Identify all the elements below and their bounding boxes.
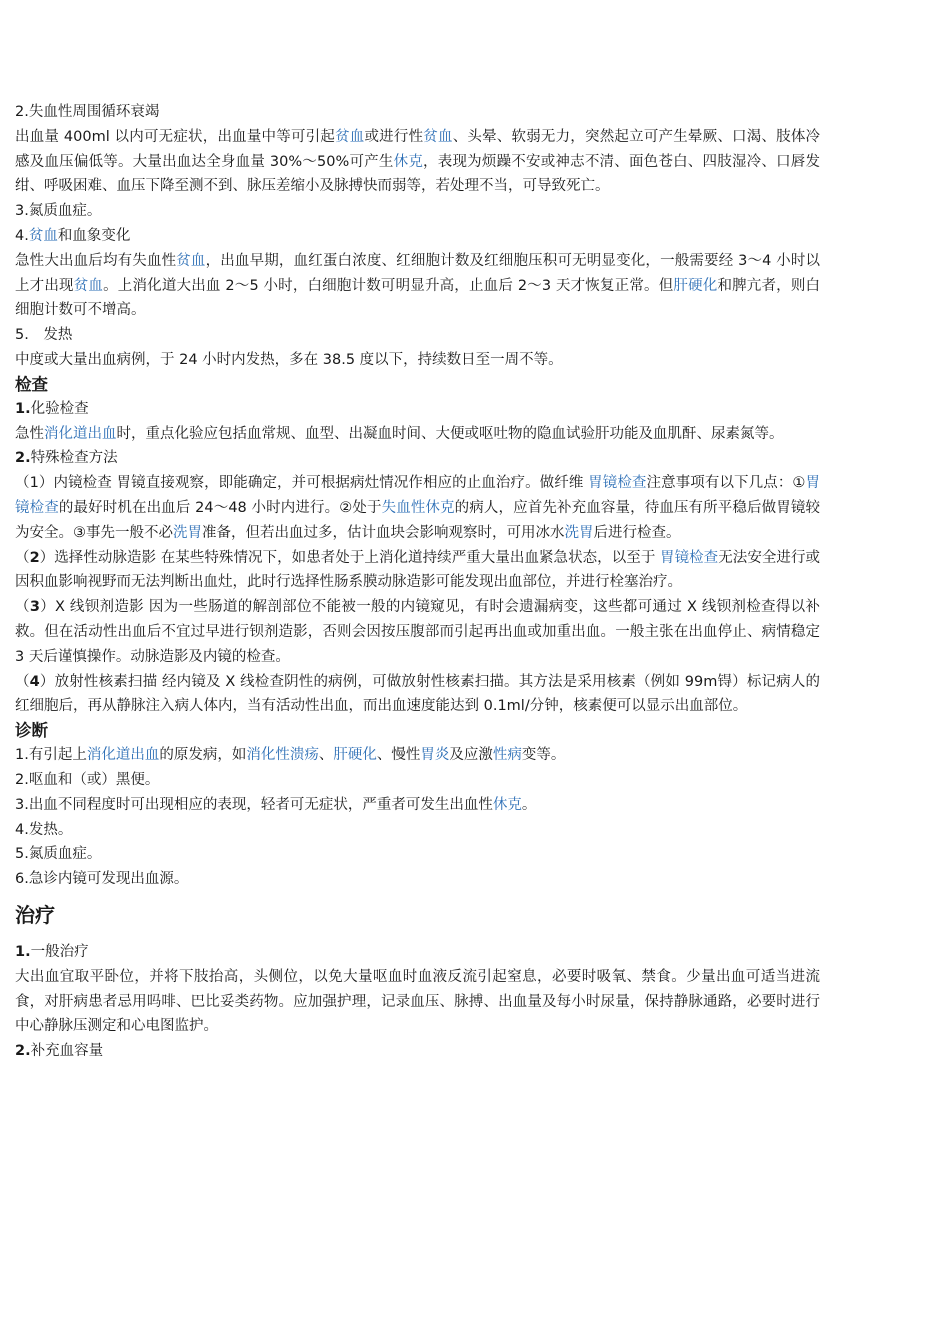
diagnosis-item-4 bbox=[15, 818, 820, 843]
text-run: 诊断 bbox=[15, 721, 48, 741]
paragraph-barium bbox=[15, 595, 820, 669]
heading-special-exams bbox=[15, 446, 820, 471]
paragraph-general-treatment bbox=[15, 965, 820, 1039]
text-run: 3.氮质血症。 bbox=[15, 203, 102, 220]
text-run: （ bbox=[15, 599, 30, 616]
text-run: 大出血宜取平卧位，并将下肢抬高，头侧位，以免大量呕血时血液反流引起窒息，必要时吸氧、禁食。少量出血可适当进流食，对肝病患者忌用吗啡、巴比妥类药物。应加强护理，记录血压、脉搏、出血量及每小时尿量，保持静脉通路，必要时进行中心静脉压测定和心电图监护。 bbox=[15, 968, 820, 1035]
term-link[interactable]: 胃镜检查 bbox=[660, 549, 719, 566]
term-link[interactable]: 贫血 bbox=[176, 252, 206, 269]
text-run: 的病人，应首先补充血容量，待血压有所平稳后做胃镜较为安全。③事先一般不必 bbox=[15, 499, 821, 541]
text-run: 4. bbox=[15, 227, 29, 244]
diagnosis-item-3 bbox=[15, 793, 820, 818]
diagnosis-item-5 bbox=[15, 842, 820, 867]
section-title-examination bbox=[15, 373, 820, 397]
paragraph-peripheral-circulation bbox=[15, 125, 820, 199]
text-run: 3 bbox=[29, 599, 40, 616]
term-link[interactable]: 休克 bbox=[492, 796, 522, 813]
term-link[interactable]: 肝硬化 bbox=[673, 277, 718, 294]
text-run: 急性大出血后均有失血性 bbox=[15, 252, 177, 269]
text-run: 5.氮质血症。 bbox=[15, 846, 102, 863]
text-run: 2.呕血和（或）黑便。 bbox=[15, 771, 160, 788]
text-run: 无法安全进行或因积血影响视野而无法判断出血灶，此时行选择性肠系膜动脉造影可能发现出血部位，并进行栓塞治疗。 bbox=[15, 549, 821, 591]
text-run: ）放射性核素扫描 经内镜及 X 线检查阴性的病例，可做放射性核素扫描。其方法是采用核素（例如 99m锝）标记病人的红细胞后，再从静脉注入病人体内，当有活动性出血，而出血速度能达到 0.1ml/分钟，核素便可以显示出血部位。 bbox=[15, 673, 820, 715]
heading-blood-volume bbox=[15, 1039, 820, 1064]
term-link[interactable]: 洗胃 bbox=[564, 524, 594, 541]
text-run: ，表现为烦躁不安或神志不清、面色苍白、四肢湿冷、口唇发绀、呼吸困难、血压下降至测不到、脉压差缩小及脉搏快而弱等，若处理不当，可导致死亡。 bbox=[15, 153, 820, 195]
heading-general-treatment bbox=[15, 940, 820, 965]
section-title-treatment bbox=[15, 900, 820, 930]
paragraph-lab-tests bbox=[15, 422, 820, 447]
text-run: 一般治疗 bbox=[30, 943, 89, 960]
term-link[interactable]: 贫血 bbox=[28, 227, 58, 244]
text-run: 4.发热。 bbox=[15, 821, 73, 838]
diagnosis-item-1 bbox=[15, 743, 820, 768]
text-run: （ bbox=[15, 673, 30, 690]
heading-peripheral-circulation-failure bbox=[15, 100, 820, 125]
term-link[interactable]: 失血性休克 bbox=[381, 499, 455, 516]
text-run: 变等。 bbox=[521, 747, 566, 764]
text-run: 治疗 bbox=[15, 902, 55, 927]
diagnosis-item-2 bbox=[15, 768, 820, 793]
text-run: 出血量 400ml 以内可无症状，出血量中等可引起 bbox=[15, 128, 336, 145]
text-run: ）X 线钡剂造影 因为一些肠道的解剖部位不能被一般的内镜窥见，有时会遗漏病变，这些都可通过 X 线钡剂检查得以补救。但在活动性出血后不宜过早进行钡剂造影，否则会因按压腹部而引起再出血或加重出血。一般主张在出血停止、病情稳定 3 天后谨慎操作。动脉造影及内镜的检查。 bbox=[15, 599, 820, 665]
term-link[interactable]: 洗胃 bbox=[173, 524, 202, 541]
text-run: 2. bbox=[15, 1043, 31, 1060]
text-run: 2 bbox=[29, 549, 40, 566]
text-run: 化验检查 bbox=[30, 400, 89, 417]
term-link[interactable]: 肝硬化 bbox=[333, 747, 377, 764]
text-run: 和血象变化 bbox=[57, 227, 131, 244]
document-page bbox=[15, 100, 820, 1064]
term-link[interactable]: 贫血 bbox=[73, 277, 104, 294]
text-run: 时，重点化验应包括血常规、血型、出凝血时间、大便或呕吐物的隐血试验肝功能及血肌酐、尿素氮等。 bbox=[116, 425, 784, 442]
heading-azotemia bbox=[15, 199, 820, 224]
term-link[interactable]: 消化性溃疡 bbox=[246, 747, 319, 764]
heading-fever bbox=[15, 323, 820, 348]
text-run: 5. 发热 bbox=[15, 327, 73, 344]
heading-anemia-blood-changes bbox=[15, 224, 820, 249]
term-link[interactable]: 消化道出血 bbox=[44, 425, 117, 442]
text-run: （ bbox=[15, 549, 30, 566]
term-link[interactable]: 胃炎 bbox=[420, 747, 450, 764]
text-run: 准备，但若出血过多，估计血块会影响观察时，可用冰水 bbox=[202, 524, 565, 541]
text-run: 补充血容量 bbox=[30, 1043, 104, 1060]
text-run: ，出血早期，血红蛋白浓度、红细胞计数及红细胞压积可无明显变化，一般需要经 3～4 小时以上才出现 bbox=[15, 252, 821, 294]
term-link[interactable]: 胃镜检查 bbox=[588, 475, 647, 492]
text-run: 和脾亢者，则白细胞计数可不增高。 bbox=[15, 277, 821, 319]
diagnosis-item-6 bbox=[15, 867, 820, 892]
text-run: 特殊检查方法 bbox=[30, 450, 118, 467]
paragraph-anemia bbox=[15, 249, 820, 323]
text-run: ）选择性动脉造影 在某些特殊情况下，如患者处于上消化道持续严重大量出血紧急状态，以至于 bbox=[39, 549, 661, 566]
term-link[interactable]: 性病 bbox=[492, 747, 522, 764]
text-run: 2.失血性周围循环衰竭 bbox=[15, 104, 160, 120]
term-link[interactable]: 休克 bbox=[393, 153, 424, 170]
term-link[interactable]: 胃镜检查 bbox=[15, 475, 821, 516]
text-run: 1.有引起上 bbox=[15, 747, 87, 764]
term-link[interactable]: 消化道出血 bbox=[86, 747, 160, 764]
paragraph-radionuclide bbox=[15, 670, 820, 720]
paragraph-angiography bbox=[15, 546, 820, 596]
text-run: 。 bbox=[521, 796, 537, 813]
text-run: 及应激 bbox=[449, 747, 493, 764]
text-run: 2. bbox=[15, 450, 31, 467]
text-run: 的最好时机在出血后 24～48 小时内进行。②处于 bbox=[58, 499, 382, 516]
text-run: 注意事项有以下几点：① bbox=[646, 475, 806, 492]
term-link[interactable]: 贫血 bbox=[423, 128, 453, 145]
text-run: 3.出血不同程度时可出现相应的表现，轻者可无症状，严重者可发生出血性 bbox=[15, 796, 493, 813]
text-run: 后进行检查。 bbox=[593, 524, 681, 541]
text-run: 、 bbox=[318, 747, 334, 764]
term-link[interactable]: 贫血 bbox=[335, 128, 365, 145]
text-run: 的原发病，如 bbox=[159, 747, 247, 764]
paragraph-fever bbox=[15, 348, 820, 373]
text-run: （1）内镜检查 胃镜直接观察，即能确定，并可根据病灶情况作相应的止血治疗。做纤维 bbox=[15, 475, 589, 492]
section-title-diagnosis bbox=[15, 719, 820, 743]
text-run: 急性 bbox=[15, 425, 44, 442]
text-run: 1. bbox=[15, 400, 31, 417]
text-run: 4 bbox=[29, 673, 40, 690]
text-run: 、头晕、软弱无力，突然起立可产生晕厥、口渴、肢体冷感及血压偏低等。大量出血达全身血量 30%～50%可产生 bbox=[15, 128, 821, 170]
text-run: 或进行性 bbox=[364, 128, 424, 145]
text-run: 检查 bbox=[15, 374, 48, 394]
paragraph-endoscopy bbox=[15, 471, 820, 545]
text-run: 6.急诊内镜可发现出血源。 bbox=[15, 871, 189, 888]
heading-lab-tests bbox=[15, 397, 820, 422]
text-run: 1. bbox=[15, 943, 31, 960]
text-run: 、慢性 bbox=[376, 747, 421, 764]
text-run: 中度或大量出血病例，于 24 小时内发热，多在 38.5 度以下，持续数日至一周不等。 bbox=[15, 351, 563, 368]
text-run: 。上消化道大出血 2～5 小时，白细胞计数可明显升高，止血后 2～3 天才恢复正常。但 bbox=[103, 277, 674, 294]
